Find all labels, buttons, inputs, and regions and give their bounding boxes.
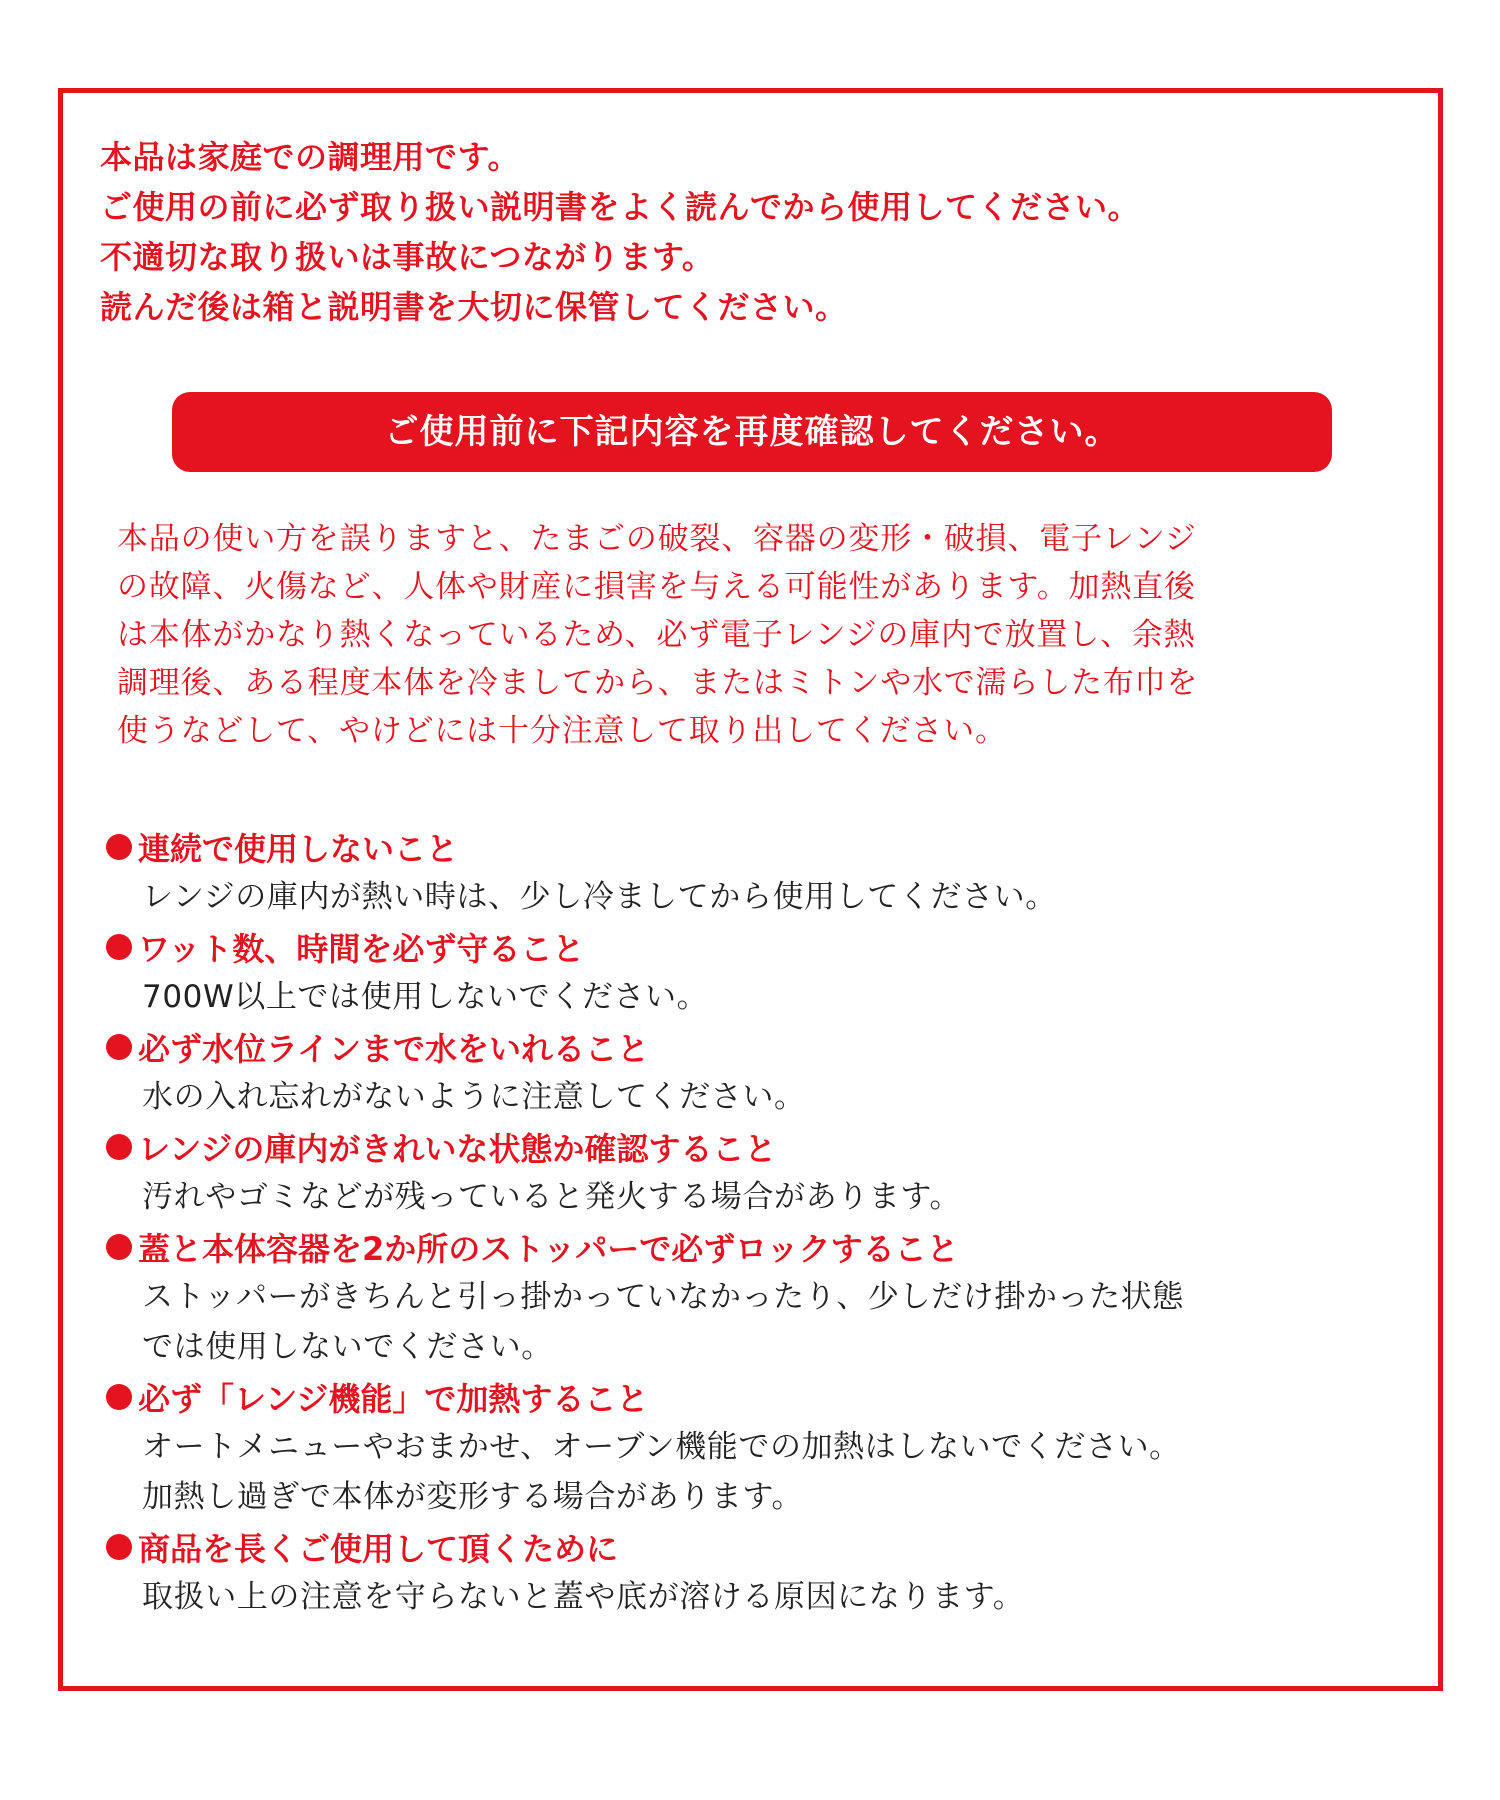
warning-paragraph [117, 515, 1407, 755]
red-circle-bullet-icon [106, 1134, 132, 1160]
intro-line: 読んだ後は箱と説明書を大切に保管してください。 [100, 288, 848, 326]
precaution-item [106, 922, 1436, 1022]
precautions-list [106, 822, 1436, 1622]
precaution-heading: 必ず水位ラインまで水をいれること [138, 1030, 650, 1068]
warning-line: 調理後、ある程度本体を冷ましてから、またはミトンや水で濡らした布巾を [117, 665, 1199, 701]
precaution-text: 加熱し過ぎで本体が変形する場合があります。 [142, 1479, 804, 1515]
warning-line: 使うなどして、やけどには十分注意して取り出してください。 [117, 713, 1007, 749]
intro-line: 不適切な取り扱いは事故につながります。 [100, 238, 715, 276]
precaution-item [106, 1222, 1436, 1372]
confirmation-banner: ご使用前に下記内容を再度確認してください。 [172, 392, 1332, 472]
precaution-item [106, 1372, 1436, 1522]
precaution-text: 汚れやゴミなどが残っていると発火する場合があります。 [142, 1179, 962, 1215]
precaution-text: 取扱い上の注意を守らないと蓋や底が溶ける原因になります。 [142, 1579, 1025, 1615]
intro-notice [100, 132, 1430, 332]
precaution-text: 水の入れ忘れがないように注意してください。 [142, 1079, 806, 1115]
red-circle-bullet-icon [106, 834, 132, 860]
intro-line: ご使用の前に必ず取り扱い説明書をよく読んでから使用してください。 [100, 188, 1141, 226]
precaution-heading: 連続で使用しないこと [138, 830, 459, 868]
precaution-item [106, 1522, 1436, 1622]
warning-line: は本体がかなり熱くなっているため、必ず電子レンジの庫内で放置し、余熱 [117, 617, 1196, 653]
precaution-item [106, 822, 1436, 922]
red-circle-bullet-icon [106, 934, 132, 960]
precaution-text: 700W以上では使用しないでください。 [142, 979, 709, 1015]
precaution-heading: 必ず「レンジ機能」で加熱すること [138, 1380, 649, 1418]
precaution-heading: 商品を長くご使用して頂くために [138, 1530, 619, 1568]
intro-line: 本品は家庭での調理用です。 [100, 138, 520, 176]
red-circle-bullet-icon [106, 1234, 132, 1260]
red-circle-bullet-icon [106, 1384, 132, 1410]
precaution-text: レンジの庫内が熱い時は、少し冷ましてから使用してください。 [142, 879, 1057, 915]
precaution-text: オートメニューやおまかせ、オーブン機能での加熱はしないでください。 [142, 1429, 1181, 1465]
precaution-item [106, 1122, 1436, 1222]
precaution-heading: 蓋と本体容器を2か所のストッパーで必ずロックすること [138, 1230, 959, 1268]
precaution-heading: ワット数、時間を必ず守ること [138, 930, 585, 968]
warning-line: の故障、火傷など、人体や財産に損害を与える可能性があります。加熱直後 [117, 569, 1196, 605]
warning-line: 本品の使い方を誤りますと、たまごの破裂、容器の変形・破損、電子レンジ [117, 521, 1197, 557]
precaution-item [106, 1022, 1436, 1122]
red-circle-bullet-icon [106, 1534, 132, 1560]
precaution-heading: レンジの庫内がきれいな状態か確認すること [138, 1130, 777, 1168]
precaution-text: では使用しないでください。 [142, 1329, 553, 1365]
precaution-text: ストッパーがきちんと引っ掛かっていなかったり、少しだけ掛かった状態 [142, 1279, 1184, 1315]
red-circle-bullet-icon [106, 1034, 132, 1060]
